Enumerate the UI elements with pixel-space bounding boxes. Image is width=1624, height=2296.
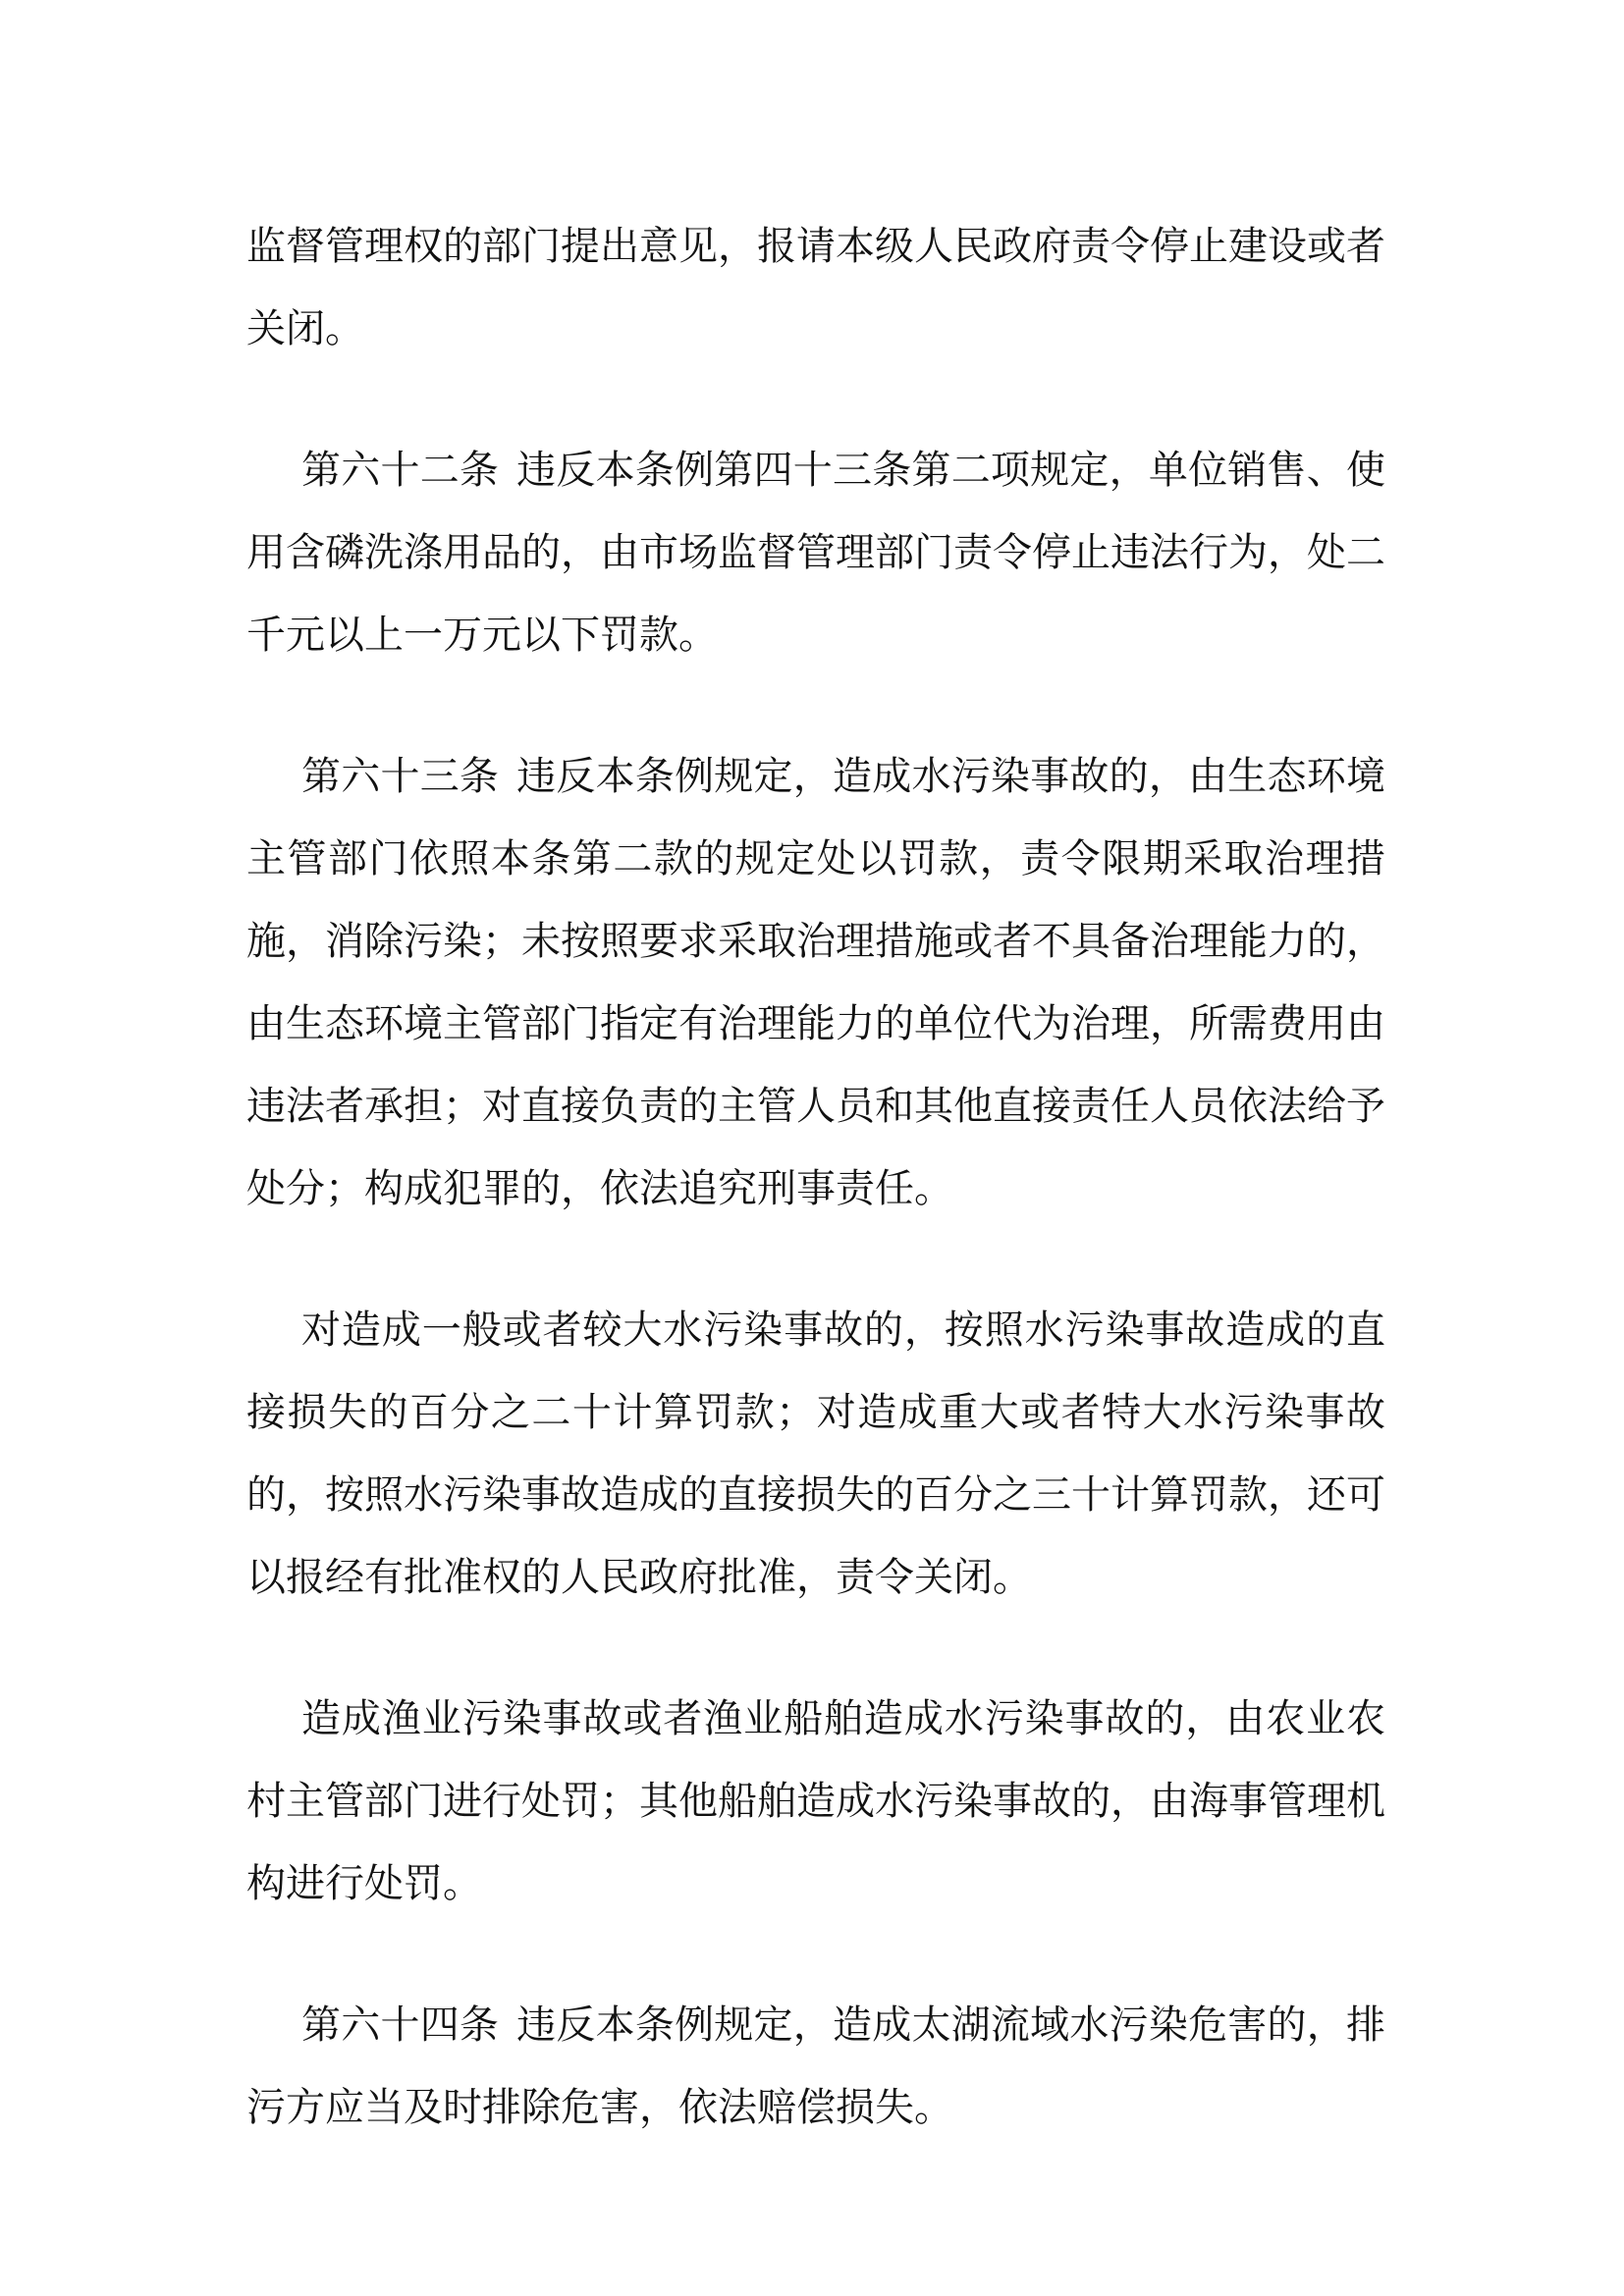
article-number: 第六十四条 — [301, 2002, 500, 2048]
article-number: 第六十二条 — [301, 448, 500, 493]
paragraph-text: 对造成一般或者较大水污染事故的，按照水污染事故造成的直接损失的百分之二十计算罚款；对造成重大或者特大水污染事故的，按照水污染事故造成的直接损失的百分之三十计算罚款，还可以报经有批准权的人民政府批准，责令关闭。 — [246, 1308, 1385, 1600]
paragraph-text: 监督管理权的部门提出意见，报请本级人民政府责令停止建设或者关闭。 — [246, 224, 1385, 351]
article-63-clause-3 — [246, 1678, 1385, 1925]
paragraph-text: 造成渔业污染事故或者渔业船舶造成水污染事故的，由农业农村主管部门进行处罚；其他船舶造成水污染事故的，由海事管理机构进行处罚。 — [246, 1696, 1385, 1906]
article-63-clause-2 — [246, 1289, 1385, 1619]
paragraph-continuation — [246, 205, 1385, 370]
paragraph-text: 违反本条例规定，造成太湖流域水污染危害的，排污方应当及时排除危害，依法赔偿损失。 — [246, 2002, 1386, 2130]
article-62 — [246, 429, 1385, 676]
paragraph-text: 违反本条例规定，造成水污染事故的，由生态环境主管部门依照本条第二款的规定处以罚款，责令限期采取治理措施，消除污染；未按照要求采取治理措施或者不具备治理能力的，由生态环境主管部门指定有治理能力的单位代为治理，所需费用由违法者承担；对直接负责的主管人员和其他直接责任人员依法给予处分；构成犯罪的，依法追究刑事责任。 — [246, 754, 1386, 1211]
article-64 — [246, 1984, 1385, 2149]
article-number: 第六十三条 — [301, 754, 500, 799]
paragraph-text: 违反本条例第四十三条第二项规定，单位销售、使用含磷洗涤用品的，由市场监督管理部门责令停止违法行为，处二千元以上一万元以下罚款。 — [246, 448, 1386, 658]
article-63 — [246, 735, 1385, 1230]
document-body — [246, 205, 1385, 2208]
